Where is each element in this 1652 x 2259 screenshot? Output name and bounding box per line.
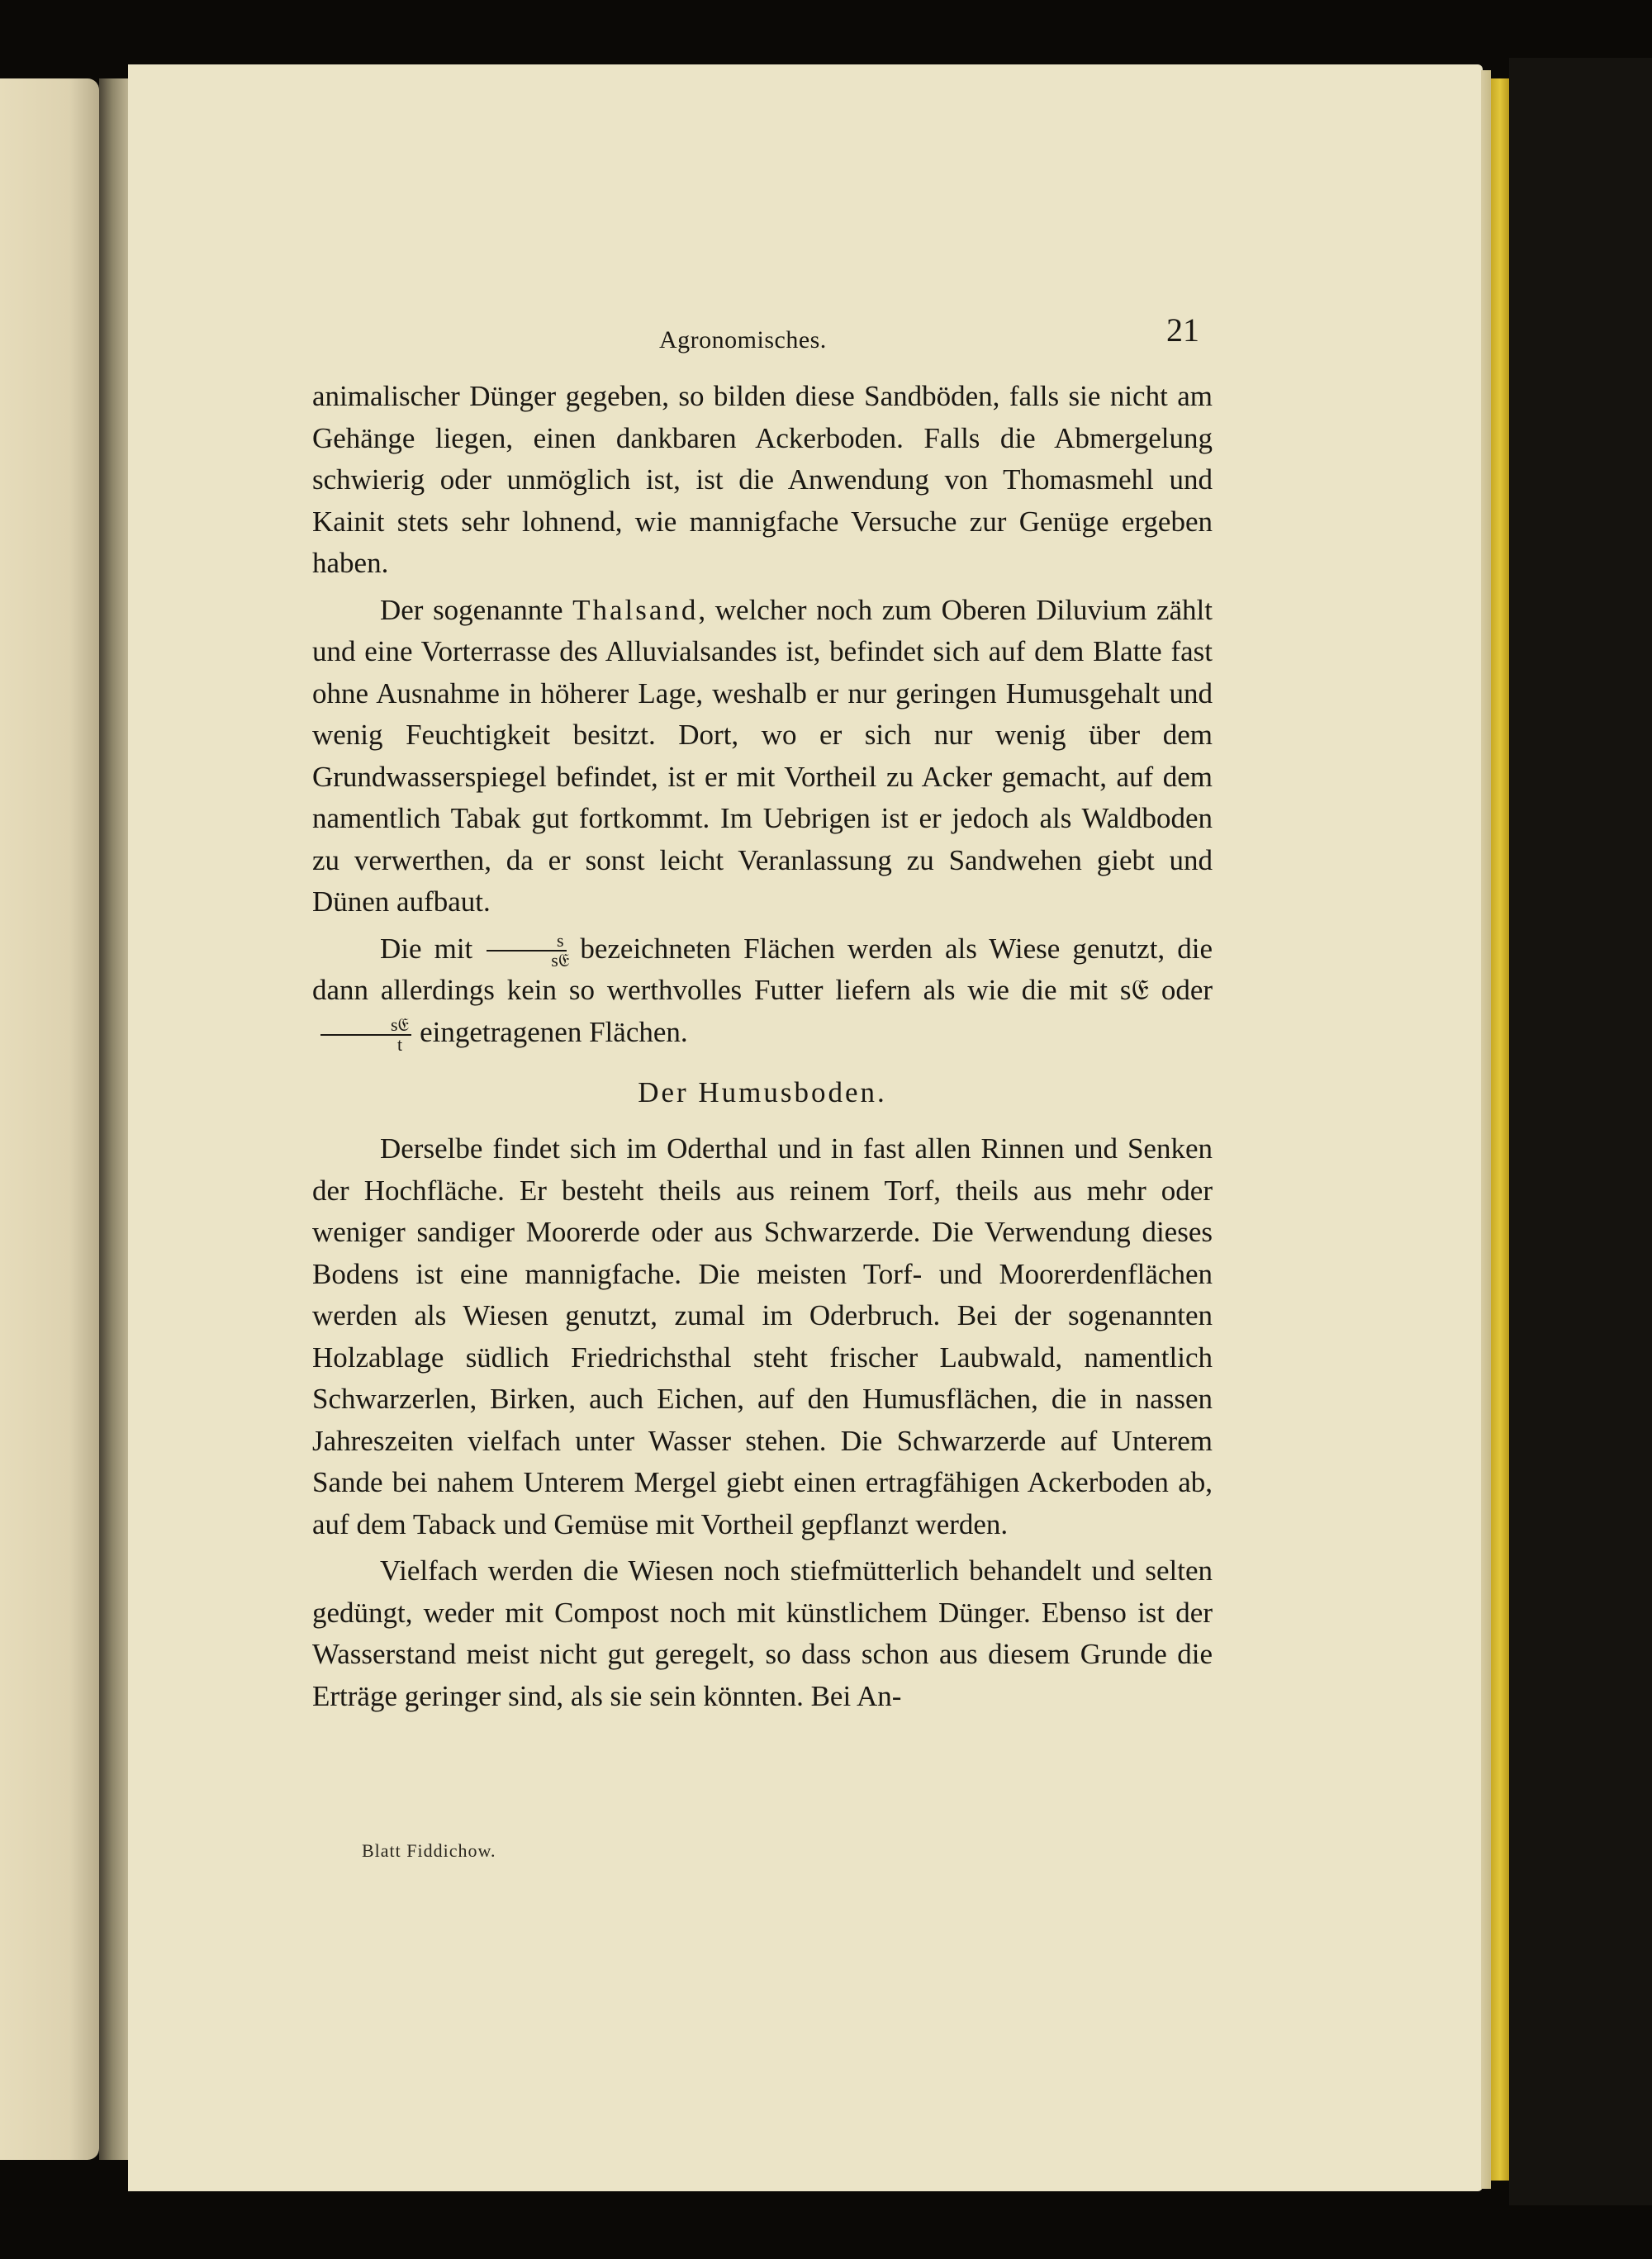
map-symbol-fraction-1 bbox=[481, 932, 572, 970]
fraction-2-numerator: s𝔈 bbox=[320, 1016, 411, 1036]
page-header bbox=[312, 311, 1213, 376]
running-head: Agronomisches. bbox=[659, 326, 827, 354]
section-heading: Der Humusboden. bbox=[638, 1075, 887, 1108]
paragraph-3 bbox=[312, 928, 1213, 1054]
book-cover bbox=[1509, 58, 1652, 2205]
paragraph-2-start: Der sogenannte bbox=[380, 593, 563, 626]
paragraph-4: Derselbe findet sich im Oderthal und in fast allen Rinnen und Senken der Hochfläche. Er besteht theils aus reinem Torf, theils aus mehr oder weniger sandiger Moorerde oder aus Schwarzerde. Die Verwendung dieses Bodens ist eine mannigfache. Die meisten Torf- und Moorerdenflächen werden als Wiesen genutzt, zumal im Oderbruch. Bei der sogenannten Holzablage südlich Friedrichsthal steht frischer Laubwald, namentlich Schwarzerlen, Birken, auch Eichen, auf den Humusflächen, die in nassen Jahreszeiten vielfach unter Wasser stehen. Die Schwarzerde auf Unterem Sande bei nahem Unterem Mergel giebt einen ertragfähigen Ackerboden ab, auf dem Taback und Gemüse mit Vortheil gepflanzt werden. bbox=[312, 1132, 1213, 1540]
paragraph-3-part-b: bezeichneten Flächen werden als Wiese genutzt, die dann allerdings kein so werthvolles Futter liefern als wie die mit bbox=[312, 932, 1213, 1007]
paragraph-2 bbox=[312, 590, 1213, 923]
paragraph-1: animalischer Dünger gegeben, so bilden diese Sandböden, falls sie nicht am Gehänge liegen, einen dankbaren Ackerboden. Falls die Abmergelung schwierig oder unmöglich ist, ist die Anwendung von Thomasmehl und Kainit stets sehr lohnend, wie mannigfache Versuche zur Genüge ergeben haben. bbox=[312, 380, 1213, 579]
map-symbol-fraction-2 bbox=[320, 1013, 411, 1055]
facing-page-edge bbox=[0, 78, 99, 2160]
fraction-2-denominator: t bbox=[396, 1033, 403, 1055]
book-gutter bbox=[99, 78, 132, 2160]
paragraph-3-part-a: Die mit bbox=[380, 932, 473, 965]
page-text-block bbox=[312, 311, 1213, 1717]
paragraph-2-rest: , welcher noch zum Oberen Diluvium zählt und eine Vorterrasse des Alluvialsandes ist, befindet sich auf dem Blatte fast ohne Ausnahme in höherer Lage, weshalb er nur geringen Humusgehalt und wenig Feuchtigkeit besitzt. Dort, wo er sich nur wenig über dem Grundwasserspiegel befindet, ist er mit Vortheil zu Acker gemacht, auf dem namentlich Tabak gut fortkommt. Im Uebrigen ist er jedoch als Waldboden zu verwerthen, da er sonst leicht Veranlassung zu Sandwehen giebt und Dünen aufbaut. bbox=[312, 593, 1213, 918]
map-symbol: s𝔈 bbox=[1119, 974, 1149, 1007]
term-thalsand: Thalsand bbox=[572, 593, 699, 626]
paragraph-5: Vielfach werden die Wiesen noch stiefmütterlich behandelt und selten gedüngt, weder mit Compost noch mit künstlichem Dünger. Ebenso ist der Wasserstand meist nicht gut geregelt, so dass schon aus diesem Grunde die Erträge geringer sind, als sie sein könnten. Bei An- bbox=[312, 1554, 1213, 1712]
fraction-1-denominator: s𝔈 bbox=[551, 950, 570, 971]
page-block-edge bbox=[1481, 70, 1491, 2189]
fraction-1-numerator: s bbox=[487, 932, 567, 952]
gilt-edge bbox=[1491, 78, 1509, 2181]
page-number: 21 bbox=[1166, 311, 1199, 349]
sheet-signature: Blatt Fiddichow. bbox=[362, 1840, 496, 1861]
paragraph-3-part-c: oder bbox=[1161, 974, 1213, 1007]
paragraph-3-part-d: eingetragenen Flächen. bbox=[420, 1015, 688, 1048]
